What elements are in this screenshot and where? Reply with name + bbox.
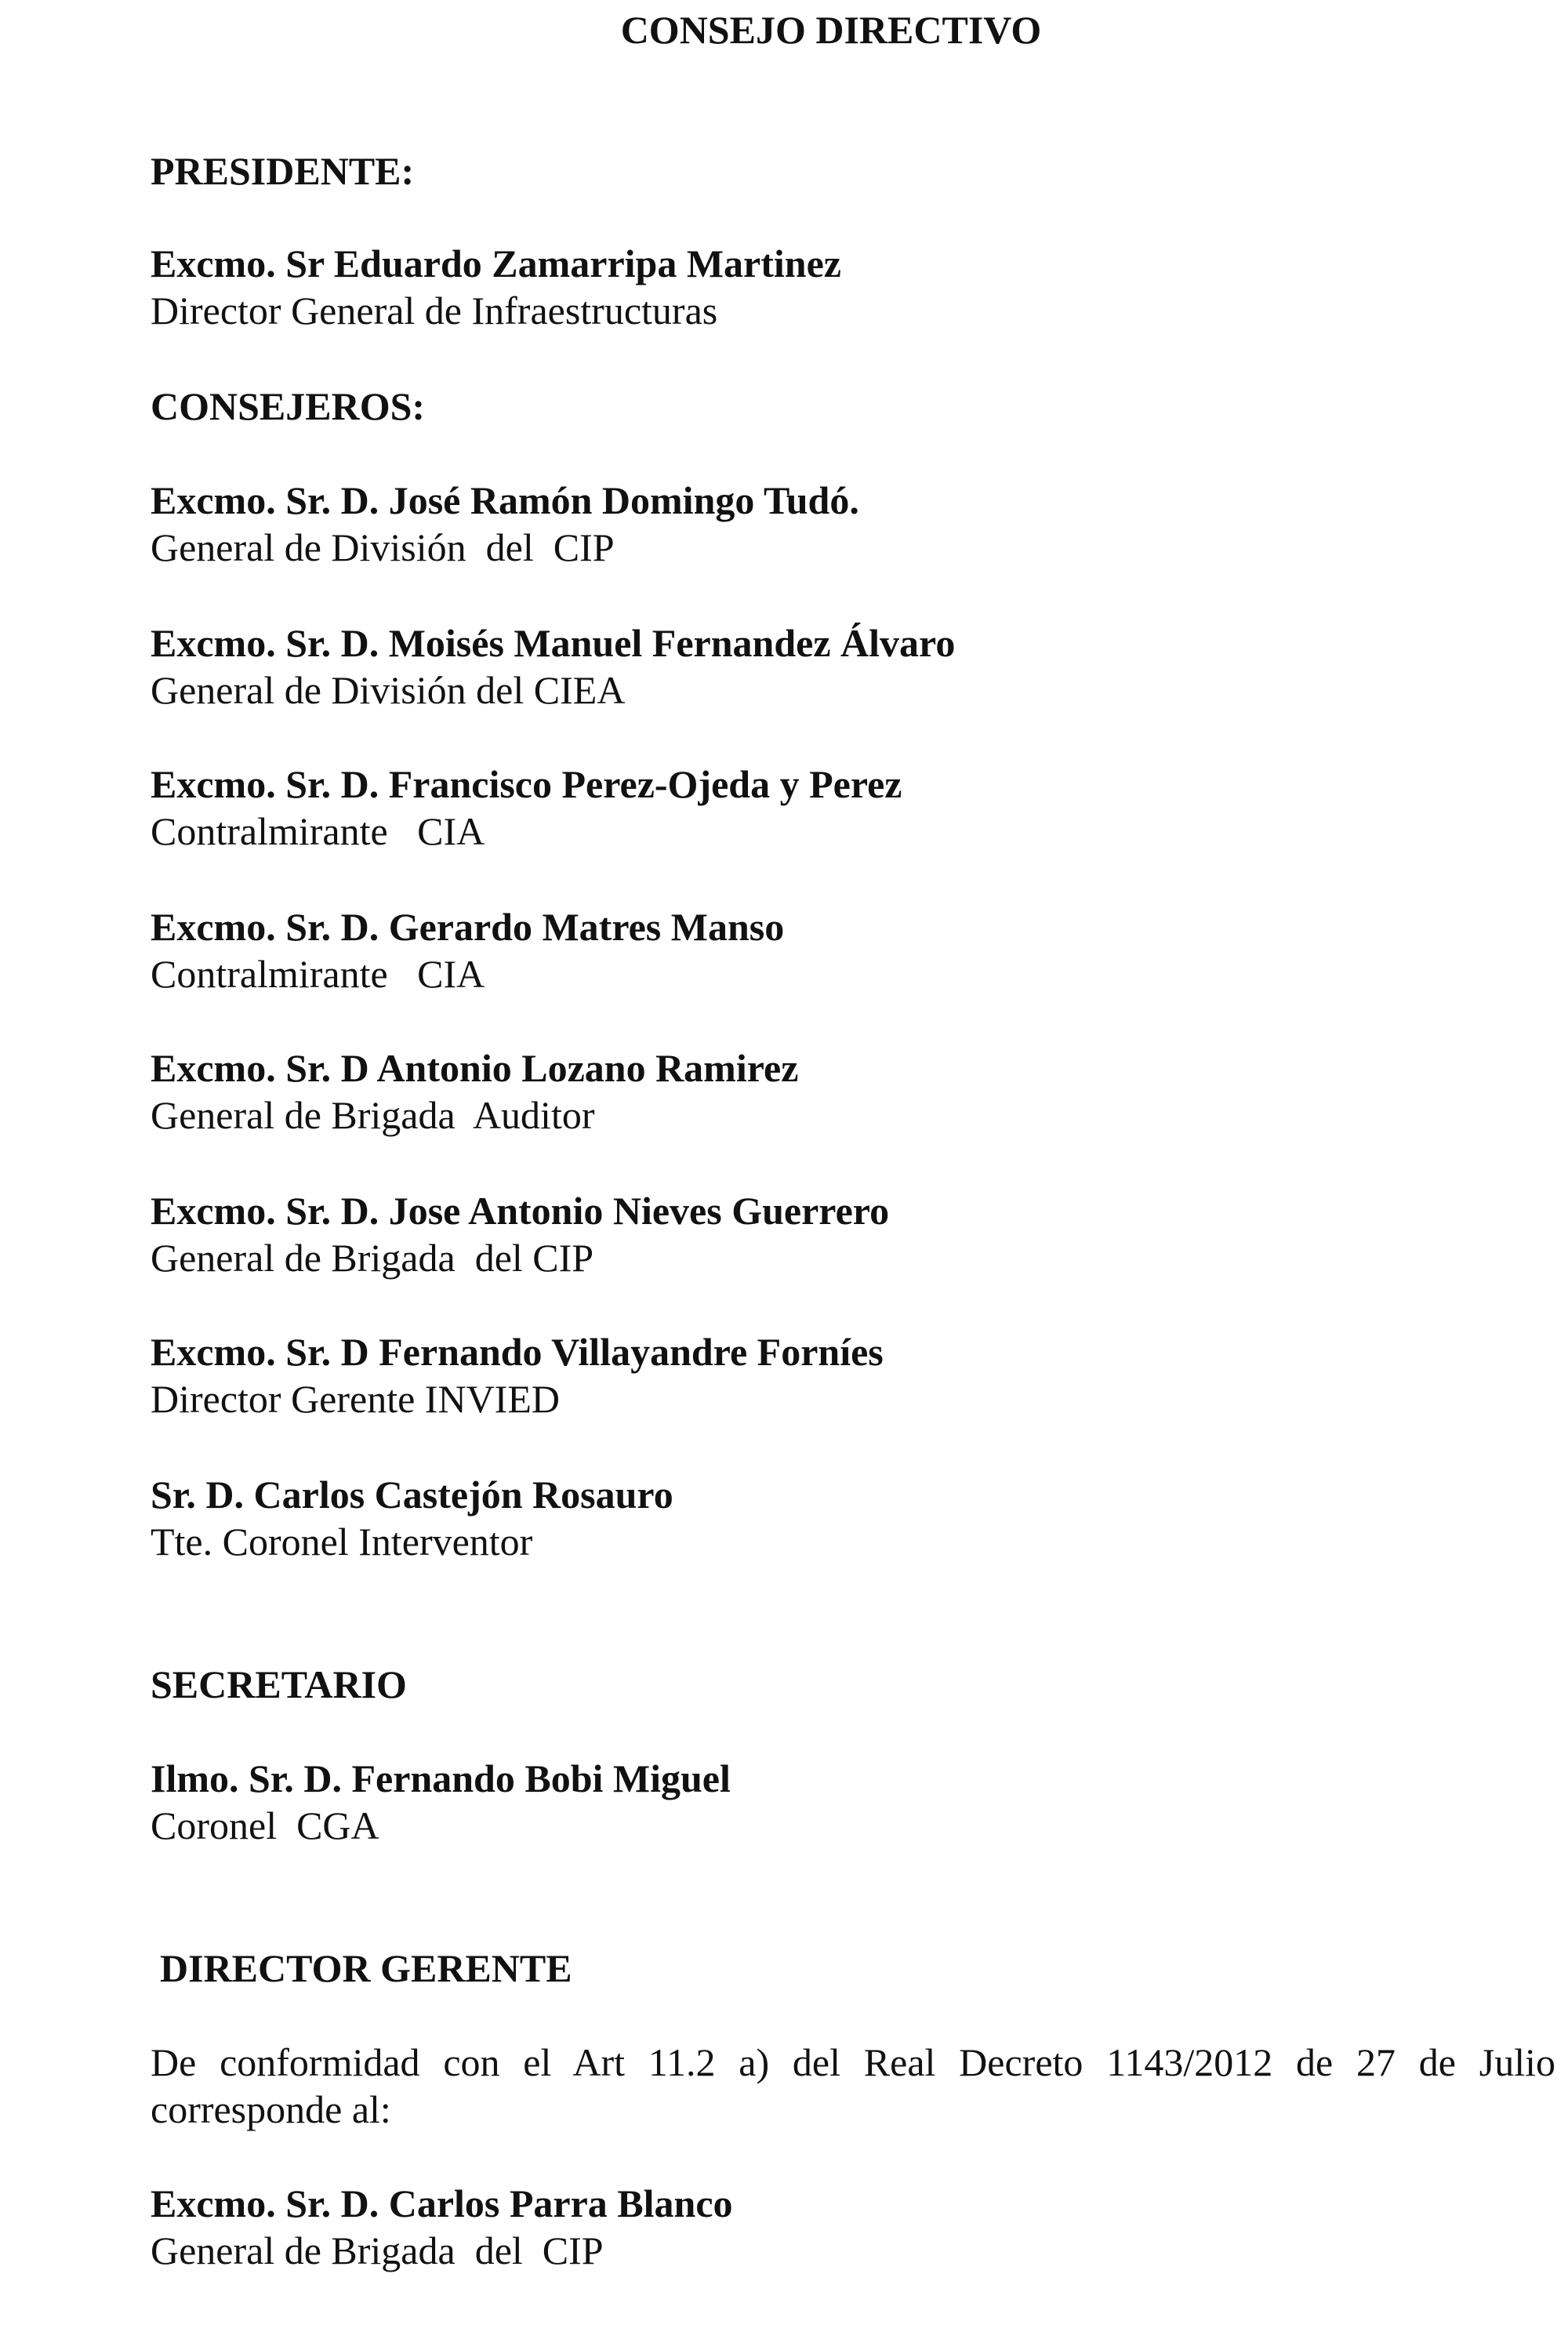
director-gerente-text-line2: corresponde al: — [151, 2087, 391, 2131]
consejero-name: Excmo. Sr. D. Gerardo Matres Manso — [151, 905, 785, 949]
consejero-name: Excmo. Sr. D. José Ramón Domingo Tudó. — [151, 478, 859, 522]
consejero-name: Sr. D. Carlos Castejón Rosauro — [151, 1473, 673, 1517]
consejero-role: General de División del CIP — [151, 525, 615, 569]
consejero-name: Excmo. Sr. D. Jose Antonio Nieves Guerrero — [151, 1189, 890, 1233]
director-gerente-heading: DIRECTOR GERENTE — [160, 1946, 572, 1990]
presidente-name: Excmo. Sr Eduardo Zamarripa Martinez — [151, 242, 841, 285]
consejero-role: Contralmirante CIA — [151, 952, 485, 996]
director-gerente-text-line1: De conformidad con el Art 11.2 a) del Real Decreto 1143/2012 de 27 de Julio — [151, 2040, 1555, 2084]
consejero-name: Excmo. Sr. D. Francisco Perez-Ojeda y Perez — [151, 762, 902, 806]
consejero-role: General de División del CIEA — [151, 668, 626, 712]
director-gerente-role: General de Brigada del CIP — [151, 2228, 604, 2272]
consejero-role: Tte. Coronel Interventor — [151, 1520, 533, 1564]
director-gerente-name: Excmo. Sr. D. Carlos Parra Blanco — [151, 2181, 733, 2225]
consejero-name: Excmo. Sr. D Antonio Lozano Ramirez — [151, 1046, 799, 1090]
secretario-heading: SECRETARIO — [151, 1662, 407, 1706]
secretario-role: Coronel CGA — [151, 1803, 379, 1847]
consejero-role: General de Brigada Auditor — [151, 1093, 595, 1137]
presidente-heading: PRESIDENTE: — [151, 149, 415, 193]
consejero-role: General de Brigada del CIP — [151, 1236, 594, 1280]
presidente-role: Director General de Infraestructuras — [151, 289, 718, 332]
consejero-name: Excmo. Sr. D Fernando Villayandre Forníes — [151, 1330, 884, 1374]
page-title: CONSEJO DIRECTIVO — [620, 8, 1042, 52]
consejero-role: Contralmirante CIA — [151, 809, 485, 853]
consejero-name: Excmo. Sr. D. Moisés Manuel Fernandez Álvaro — [151, 621, 956, 665]
consejero-role: Director Gerente INVIED — [151, 1377, 560, 1421]
secretario-name: Ilmo. Sr. D. Fernando Bobi Miguel — [151, 1756, 731, 1800]
consejeros-heading: CONSEJEROS: — [151, 384, 426, 428]
